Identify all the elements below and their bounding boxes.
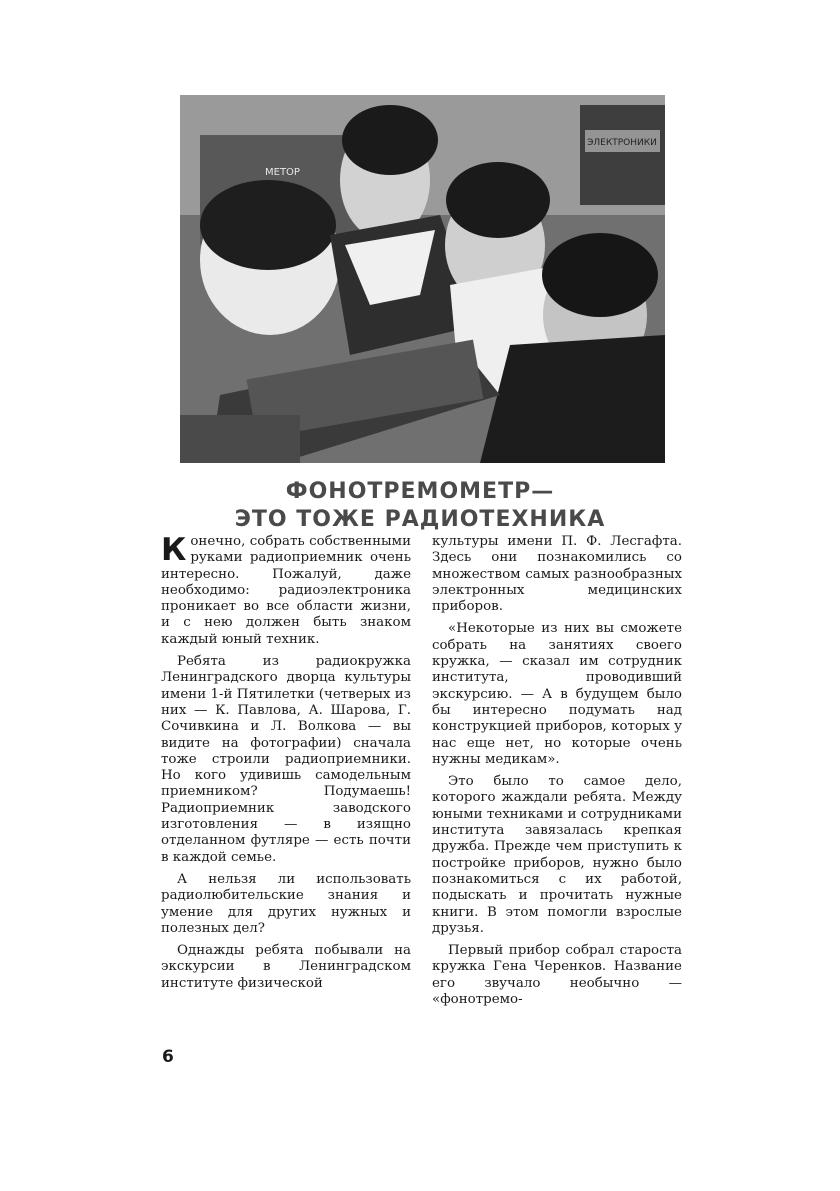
right-text-column: [432, 534, 682, 1014]
paragraph: культуры имени П. Ф. Лесгафта. Здесь они познакомились со множеством самых разнообразных электронных медицинских приборов.: [432, 534, 682, 615]
article-title-line-2: ЭТО ТОЖЕ РАДИОТЕХНИКА: [234, 507, 606, 532]
page-number: 6: [162, 1047, 174, 1067]
photo-sign-right: ЭЛЕКТРОНИКИ: [587, 138, 657, 148]
paragraph: Ребята из радиокружка Ленинградского дворца культуры имени 1-й Пятилетки (четверых из них — К. Павлова, А. Шарова, Г. Сочивкина и Л. Волкова — вы видите на фотографии) сначала тоже строили радиоприемники. Но кого удивишь самодельным приемником? Подумаешь! Радиоприемник заводского изготовления — в изящно отделанном футляре — есть почти в каждой семье.: [161, 654, 411, 865]
article-photo: [180, 95, 665, 463]
photo-sign-left: МЕТОР: [265, 167, 300, 178]
paragraph: «Некоторые из них вы сможете собрать на занятиях своего кружка, — сказал им сотрудник института, проводивший экскурсию. — А в будущем было бы интересно подумать над конструкцией приборов, которых у нас еще нет, но которые очень нужны медикам».: [432, 621, 682, 767]
drop-cap: К: [161, 532, 187, 568]
paragraph: Однажды ребята побывали на экскурсии в Ленинградском институте физической: [161, 943, 411, 991]
paragraph: А нельзя ли использовать радиолюбительские знания и умение для других нужных и полезных дел?: [161, 871, 411, 936]
photo-image: [180, 95, 665, 463]
paragraph: Это было то самое дело, которого жаждали ребята. Между юными техниками и сотрудниками института завязалась крепкая дружба. Прежде чем приступить к постройке приборов, нужно было познакомиться с их работой, подыскать и прочитать нужные книги. В этом помогли взрослые друзья.: [432, 774, 682, 936]
paragraph: [161, 534, 411, 648]
left-text-column: [161, 534, 411, 998]
paragraph-text: онечно, собрать собственными руками радиоприемник очень интересно. Пожалуй, даже необходимо: радиоэлектроника проникает во все области жизни, и с нею должен быть знаком каждый юный техник.: [161, 534, 411, 647]
article-title-line-1: ФОНОТРЕМОМЕТР—: [285, 479, 555, 504]
paragraph: Первый прибор собрал староста кружка Гена Черенков. Название его звучало необычно — «фонотремо-: [432, 943, 682, 1008]
